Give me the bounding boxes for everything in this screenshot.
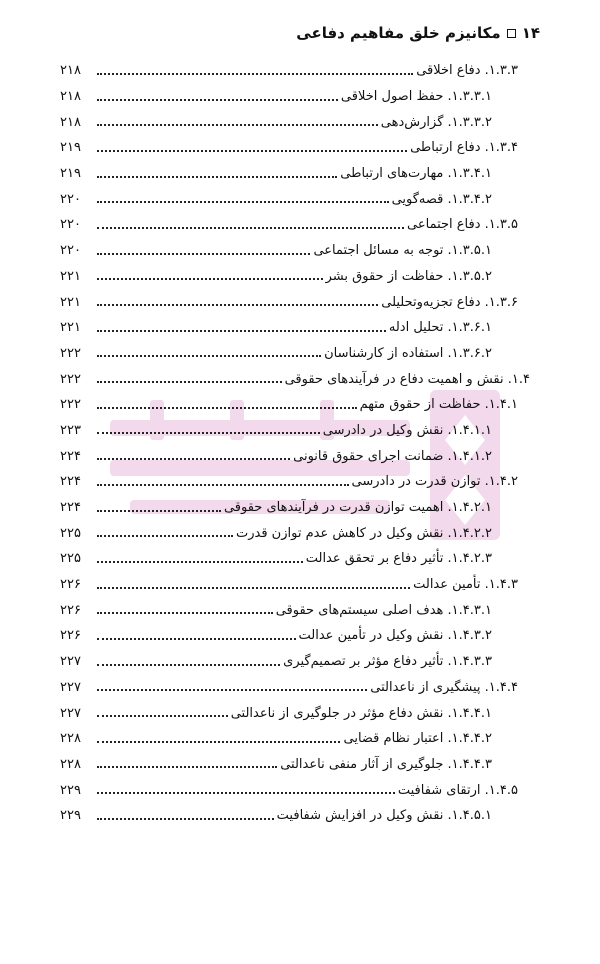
toc-entry — [60, 135, 540, 161]
toc-entry-label: ۱.۴.۵. ارتقای شفافیت — [397, 782, 518, 798]
dot-leader — [97, 818, 274, 820]
dot-leader — [97, 201, 389, 203]
toc-entry — [60, 803, 540, 829]
toc-entry-label: ۱.۴.۳.۱. هدف اصلی سیستم‌های حقوقی — [275, 602, 492, 618]
toc-entry — [60, 752, 540, 778]
toc-entry-title: نقش وکیل در کاهش عدم توازن قدرت — [236, 525, 444, 541]
toc-entry-number: ۱.۳.۶ — [488, 294, 518, 310]
dot-leader — [97, 124, 378, 126]
toc-page-number: ۲۲۵ — [60, 551, 81, 567]
toc-entry — [60, 84, 540, 110]
toc-entry-number: ۱.۴.۲.۲ — [451, 525, 492, 541]
toc-entry-title: تأثیر دفاع مؤثر بر تصمیم‌گیری — [283, 654, 444, 670]
dot-leader — [97, 587, 410, 589]
dot-leader — [97, 535, 233, 537]
toc-entry-title: هدف اصلی سیستم‌های حقوقی — [275, 602, 444, 618]
toc-entry-title: نقش وکیل در تأمین عدالت — [298, 628, 444, 644]
dot-leader — [97, 561, 303, 563]
toc-entry-number: ۱.۴.۱ — [488, 397, 518, 413]
toc-page-number: ۲۲۷ — [60, 654, 81, 670]
toc-entry-number: ۱.۳.۴.۱ — [451, 166, 492, 182]
dot-leader — [97, 304, 378, 306]
toc-page-number: ۲۱۹ — [60, 166, 81, 182]
toc-entry-title: نقش دفاع مؤثر در جلوگیری از ناعدالتی — [230, 705, 444, 721]
toc-entry-title: دفاع اجتماعی — [407, 217, 481, 233]
toc-page-number: ۲۱۸ — [60, 89, 81, 105]
toc-entry — [60, 469, 540, 495]
toc-page-number: ۲۲۷ — [60, 679, 81, 695]
toc-page-number: ۲۲۲ — [60, 397, 81, 413]
toc-entry-label: ۱.۴.۲.۱. اهمیت توازن قدرت در فرآیندهای حقوقی — [223, 500, 492, 516]
toc-page-number: ۲۲۴ — [60, 500, 81, 516]
toc-entry — [60, 212, 540, 238]
toc-entry-number: ۱.۴.۴.۲ — [451, 731, 492, 747]
toc-page-number: ۲۱۸ — [60, 63, 81, 79]
toc-entry-number: ۱.۴.۳.۱ — [451, 602, 492, 618]
toc-entry-title: تأمین عدالت — [413, 577, 481, 593]
toc-entry-label: ۱.۳.۴. دفاع ارتباطی — [410, 140, 518, 156]
toc-entry — [60, 726, 540, 752]
dot-leader — [97, 253, 310, 255]
toc-entry-label: ۱.۴.۴.۲. اعتبار نظام قضایی — [343, 731, 492, 747]
dot-leader — [97, 766, 277, 768]
toc-entry-label: ۱.۳.۴.۲. قصه‌گویی — [391, 191, 492, 207]
toc-entry-number: ۱.۴.۱.۱ — [451, 422, 492, 438]
toc-entry-label: ۱.۴.۴.۱. نقش دفاع مؤثر در جلوگیری از ناعدالتی — [230, 705, 492, 721]
dot-leader — [97, 612, 273, 614]
toc-entry-number: ۱.۴.۲ — [488, 474, 518, 490]
toc-entry-label: ۱.۴.۱. حفاظت از حقوق متهم — [359, 397, 518, 413]
toc-entry-label: ۱.۴.۴.۳. جلوگیری از آثار منفی ناعدالتی — [280, 756, 492, 772]
dot-leader — [97, 792, 395, 794]
toc-page-number: ۲۲۷ — [60, 705, 81, 721]
toc-entry-number: ۱.۳.۳ — [488, 63, 518, 79]
toc-entry-number: ۱.۴.۲.۳ — [451, 551, 492, 567]
dot-leader — [97, 458, 290, 460]
toc-entry-label: ۱.۳.۳.۱. حفظ اصول اخلاقی — [340, 89, 492, 105]
toc-entry — [60, 186, 540, 212]
toc-entry-title: ضمانت اجرای حقوق قانونی — [293, 448, 444, 464]
toc-entry-label: ۱.۳.۶. دفاع تجزیه‌وتحلیلی — [381, 294, 518, 310]
toc-entry-title: نقش وکیل در دادرسی — [322, 422, 444, 438]
toc-entry-label: ۱.۴.۲.۳. تأثیر دفاع بر تحقق عدالت — [305, 551, 492, 567]
toc-entry — [60, 777, 540, 803]
toc-entry-label: ۱.۴.۲. توازن قدرت در دادرسی — [351, 474, 518, 490]
dot-leader — [97, 330, 386, 332]
toc-page-number: ۲۲۳ — [60, 422, 81, 438]
toc-entry-title: تأثیر دفاع بر تحقق عدالت — [305, 551, 444, 567]
toc-entry — [60, 520, 540, 546]
dot-leader — [97, 73, 413, 75]
toc-entry-title: حفاظت از حقوق بشر — [325, 268, 444, 284]
toc-entry-title: پیشگیری از ناعدالتی — [370, 679, 481, 695]
toc-entry-title: حفاظت از حقوق متهم — [359, 397, 481, 413]
toc-page-number: ۲۲۰ — [60, 217, 81, 233]
toc-entry — [60, 264, 540, 290]
toc-page-number: ۲۲۲ — [60, 345, 81, 361]
toc-entry-title: نقش و اهمیت دفاع در فرآیندهای حقوقی — [284, 371, 504, 387]
toc-entry-number: ۱.۳.۴.۲ — [451, 191, 492, 207]
toc-entry — [60, 700, 540, 726]
toc-entry — [60, 109, 540, 135]
toc-entry-label: ۱.۳.۳. دفاع اخلاقی — [416, 63, 518, 79]
toc-page-number: ۲۲۴ — [60, 474, 81, 490]
toc-entry-number: ۱.۳.۶.۱ — [451, 320, 492, 336]
toc-page-number: ۲۱۸ — [60, 114, 81, 130]
toc-entry-label: ۱.۴.۳.۳. تأثیر دفاع مؤثر بر تصمیم‌گیری — [283, 654, 492, 670]
toc-entry-title: استفاده از کارشناسان — [324, 345, 444, 361]
toc-entry-label: ۱.۴.۳.۲. نقش وکیل در تأمین عدالت — [298, 628, 492, 644]
toc-entry-number: ۱.۴.۴.۱ — [451, 705, 492, 721]
toc-entry — [60, 623, 540, 649]
toc-entry — [60, 675, 540, 701]
dot-leader — [97, 432, 320, 434]
toc-page-number: ۲۲۴ — [60, 448, 81, 464]
toc-entry-number: ۱.۳.۵.۲ — [451, 268, 492, 284]
toc-entry-number: ۱.۳.۵ — [488, 217, 518, 233]
toc-entry — [60, 597, 540, 623]
toc-entry-label: ۱.۳.۶.۱. تحلیل ادله — [388, 320, 492, 336]
toc-entry-label: ۱.۴.۱.۱. نقش وکیل در دادرسی — [322, 422, 492, 438]
toc-entry-label: ۱.۴.۱.۲. ضمانت اجرای حقوق قانونی — [293, 448, 492, 464]
dot-leader — [97, 741, 340, 743]
toc-entry-label: ۱.۴.۲.۲. نقش وکیل در کاهش عدم توازن قدرت — [236, 525, 492, 541]
toc-entry-title: قصه‌گویی — [391, 191, 444, 207]
toc-entry — [60, 341, 540, 367]
page-header — [60, 22, 540, 44]
toc-page-number: ۲۲۶ — [60, 602, 81, 618]
toc-entry — [60, 572, 540, 598]
toc-page-number: ۲۲۰ — [60, 191, 81, 207]
dot-leader — [97, 150, 407, 152]
toc-entry-number: ۱.۴.۵.۱ — [451, 808, 492, 824]
toc-page-number: ۲۲۲ — [60, 371, 81, 387]
toc-entry — [60, 546, 540, 572]
toc-entry-title: حفظ اصول اخلاقی — [340, 89, 444, 105]
toc-page-number: ۲۲۱ — [60, 320, 81, 336]
toc-entry-label: ۱.۳.۵.۲. حفاظت از حقوق بشر — [325, 268, 492, 284]
toc-entry-title: توجه به مسائل اجتماعی — [313, 243, 444, 259]
toc-page-number: ۲۲۸ — [60, 756, 81, 772]
toc-entry-label: ۱.۳.۴.۱. مهارت‌های ارتباطی — [340, 166, 492, 182]
toc-entry-label: ۱.۴.۴. پیشگیری از ناعدالتی — [370, 679, 518, 695]
toc-entry-number: ۱.۳.۴ — [488, 140, 518, 156]
toc-entry-title: جلوگیری از آثار منفی ناعدالتی — [280, 756, 444, 772]
dot-leader — [97, 484, 349, 486]
toc-page-number: ۲۲۶ — [60, 628, 81, 644]
toc-page-number: ۲۲۹ — [60, 808, 81, 824]
toc-entry — [60, 495, 540, 521]
toc-entry-title: اهمیت توازن قدرت در فرآیندهای حقوقی — [223, 500, 444, 516]
toc-entry — [60, 392, 540, 418]
dot-leader — [97, 510, 221, 512]
toc-entry-label: ۱.۳.۶.۲. استفاده از کارشناسان — [324, 345, 492, 361]
toc-entry-number: ۱.۳.۳.۱ — [451, 89, 492, 105]
dot-leader — [97, 715, 228, 717]
dot-leader — [97, 664, 280, 666]
toc-page-number: ۲۲۹ — [60, 782, 81, 798]
toc-entry-number: ۱.۳.۶.۲ — [451, 345, 492, 361]
toc-entry-title: توازن قدرت در دادرسی — [351, 474, 481, 490]
toc-entry-label: ۱.۴.۵.۱. نقش وکیل در افزایش شفافیت — [276, 808, 492, 824]
toc-entry-title: نقش وکیل در افزایش شفافیت — [276, 808, 444, 824]
page-number: ۱۴ — [521, 24, 540, 42]
toc-page-number: ۲۲۶ — [60, 577, 81, 593]
toc-page-number: ۲۲۱ — [60, 268, 81, 284]
square-bullet-icon — [507, 29, 516, 38]
toc-entry — [60, 161, 540, 187]
dot-leader — [97, 227, 404, 229]
toc-entry — [60, 315, 540, 341]
toc-entry-label: ۱.۴. نقش و اهمیت دفاع در فرآیندهای حقوقی — [284, 371, 530, 387]
dot-leader — [97, 689, 367, 691]
toc-entry-label: ۱.۳.۵.۱. توجه به مسائل اجتماعی — [313, 243, 492, 259]
toc-entry-label: ۱.۴.۳. تأمین عدالت — [413, 577, 518, 593]
toc-entry-number: ۱.۴.۵ — [488, 782, 518, 798]
toc-page-number: ۲۱۹ — [60, 140, 81, 156]
toc-entry-title: تحلیل ادله — [388, 320, 444, 336]
toc-entry-title: ارتقای شفافیت — [397, 782, 481, 798]
toc-entry-title: گزارش‌دهی — [380, 114, 444, 130]
toc-entry-title: دفاع ارتباطی — [410, 140, 481, 156]
toc-entry — [60, 418, 540, 444]
dot-leader — [97, 278, 323, 280]
toc-entry-number: ۱.۴.۴ — [488, 679, 518, 695]
toc-entry — [60, 289, 540, 315]
toc-entry-title: مهارت‌های ارتباطی — [340, 166, 444, 182]
dot-leader — [97, 381, 282, 383]
toc-entry-number: ۱.۴.۴.۳ — [451, 756, 492, 772]
toc-entry — [60, 238, 540, 264]
toc-entry-number: ۱.۳.۵.۱ — [451, 243, 492, 259]
toc-entry-number: ۱.۴.۳.۲ — [451, 628, 492, 644]
toc-page-number: ۲۲۵ — [60, 525, 81, 541]
toc-entry-title: دفاع اخلاقی — [416, 63, 481, 79]
toc-entry — [60, 58, 540, 84]
toc-page-number: ۲۲۰ — [60, 243, 81, 259]
toc-entry-number: ۱.۳.۳.۲ — [451, 114, 492, 130]
toc-entry-label: ۱.۳.۳.۲. گزارش‌دهی — [380, 114, 492, 130]
toc-entry-title: اعتبار نظام قضایی — [343, 731, 444, 747]
dot-leader — [97, 99, 338, 101]
toc-entry — [60, 649, 540, 675]
toc-entry-number: ۱.۴.۱.۲ — [451, 448, 492, 464]
table-of-contents — [60, 58, 540, 829]
toc-entry-label: ۱.۳.۵. دفاع اجتماعی — [407, 217, 518, 233]
toc-entry-number: ۱.۴.۲.۱ — [451, 500, 492, 516]
toc-entry-title: دفاع تجزیه‌وتحلیلی — [381, 294, 481, 310]
toc-page-number: ۲۲۸ — [60, 731, 81, 747]
toc-entry-number: ۱.۴ — [511, 371, 530, 387]
dot-leader — [97, 407, 357, 409]
running-title: مکانیزم خلق مفاهیم دفاعی — [296, 24, 501, 42]
toc-entry-number: ۱.۴.۳ — [488, 577, 518, 593]
toc-entry — [60, 443, 540, 469]
toc-entry-number: ۱.۴.۳.۳ — [451, 654, 492, 670]
toc-page-number: ۲۲۱ — [60, 294, 81, 310]
toc-entry — [60, 366, 540, 392]
dot-leader — [97, 355, 321, 357]
dot-leader — [97, 176, 337, 178]
dot-leader — [97, 638, 296, 640]
